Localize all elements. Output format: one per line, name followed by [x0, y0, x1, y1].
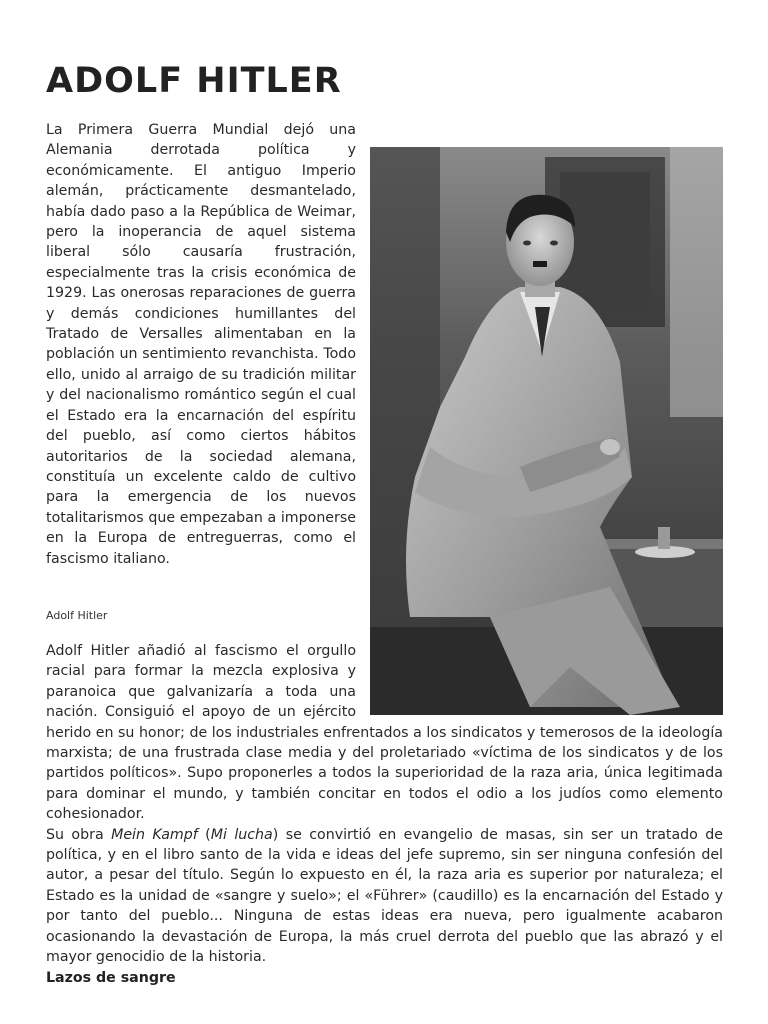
- page-title: ADOLF HITLER: [46, 61, 342, 101]
- photo-caption: Adolf Hitler: [46, 608, 108, 622]
- paragraph-3-lead: Su obra: [46, 826, 112, 843]
- paragraph-3-open-paren: (: [197, 826, 211, 843]
- portrait-illustration: [370, 147, 723, 715]
- article: [46, 60, 723, 989]
- section-heading: Lazos de sangre: [46, 970, 176, 987]
- book-title: Mein Kampf: [111, 826, 198, 843]
- portrait-photo: [370, 147, 723, 715]
- book-title-translation: Mi lucha: [210, 826, 273, 843]
- body-paragraph-3: [46, 825, 723, 968]
- intro-paragraph: La Primera Guerra Mundial dejó una Alemania derrotada política y económicamente. El antiguo Imperio alemán, prácticamente desmantelado, había dado paso a la República de Weimar, pero la inoperancia de aquel sistema liberal sólo causaría frustración, especialmente tras la crisis económica de 1929. Las onerosas reparaciones de guerra y demás condiciones humillantes del Tratado de Versalles alimentaban en la población un sentimiento revanchista. Todo ello, unido al arraigo de su tradición militar y del nacionalismo romántico según el cual el Estado era la encarnación del espíritu del pueblo, así como ciertos hábitos autoritarios de la sociedad alemana, constituía un excelente caldo de cultivo para la emergencia de los nuevos totalitarismos que empezaban a imponerse en la Europa de entreguerras, como el fascismo italiano.: [46, 122, 356, 567]
- paragraph-3-rest: ) se convirtió en evangelio de masas, sin ser un tratado de política, y en el libro santo de la vida e ideas del jefe supremo, sin ser ninguna confesión del autor, a pesar del título. Según lo expuesto en él, la raza aria es superior por naturaleza; el Estado es la unidad de «sangre y suelo»; el «Führer» (caudillo) es la encarnación del Estado y por tanto del pueblo... Ninguna de estas ideas era nueva, pero igualmente acabaron ocasionando la devastación de Europa, la más cruel derrota del pueblo que las abrazó y el mayor genocidio de la historia.: [46, 826, 724, 966]
- body-paragraph-2: Adolf Hitler añadió al fascismo el orgullo racial para formar la mezcla explosiva y paranoica que galvanizaría a toda una nación. Consiguió el apoyo de un ejército herido en su honor; de los industriales enfrentados a los sindicatos y temerosos de la ideología marxista; de una frustrada clase media y del proletariado «víctima de los sindicatos y de los partidos políticos». Supo proponerles a todos la superioridad de la raza aria, única legitimada para dominar el mundo, y también concitar en todos el odio a los judíos como elemento cohesionador.: [46, 642, 723, 823]
